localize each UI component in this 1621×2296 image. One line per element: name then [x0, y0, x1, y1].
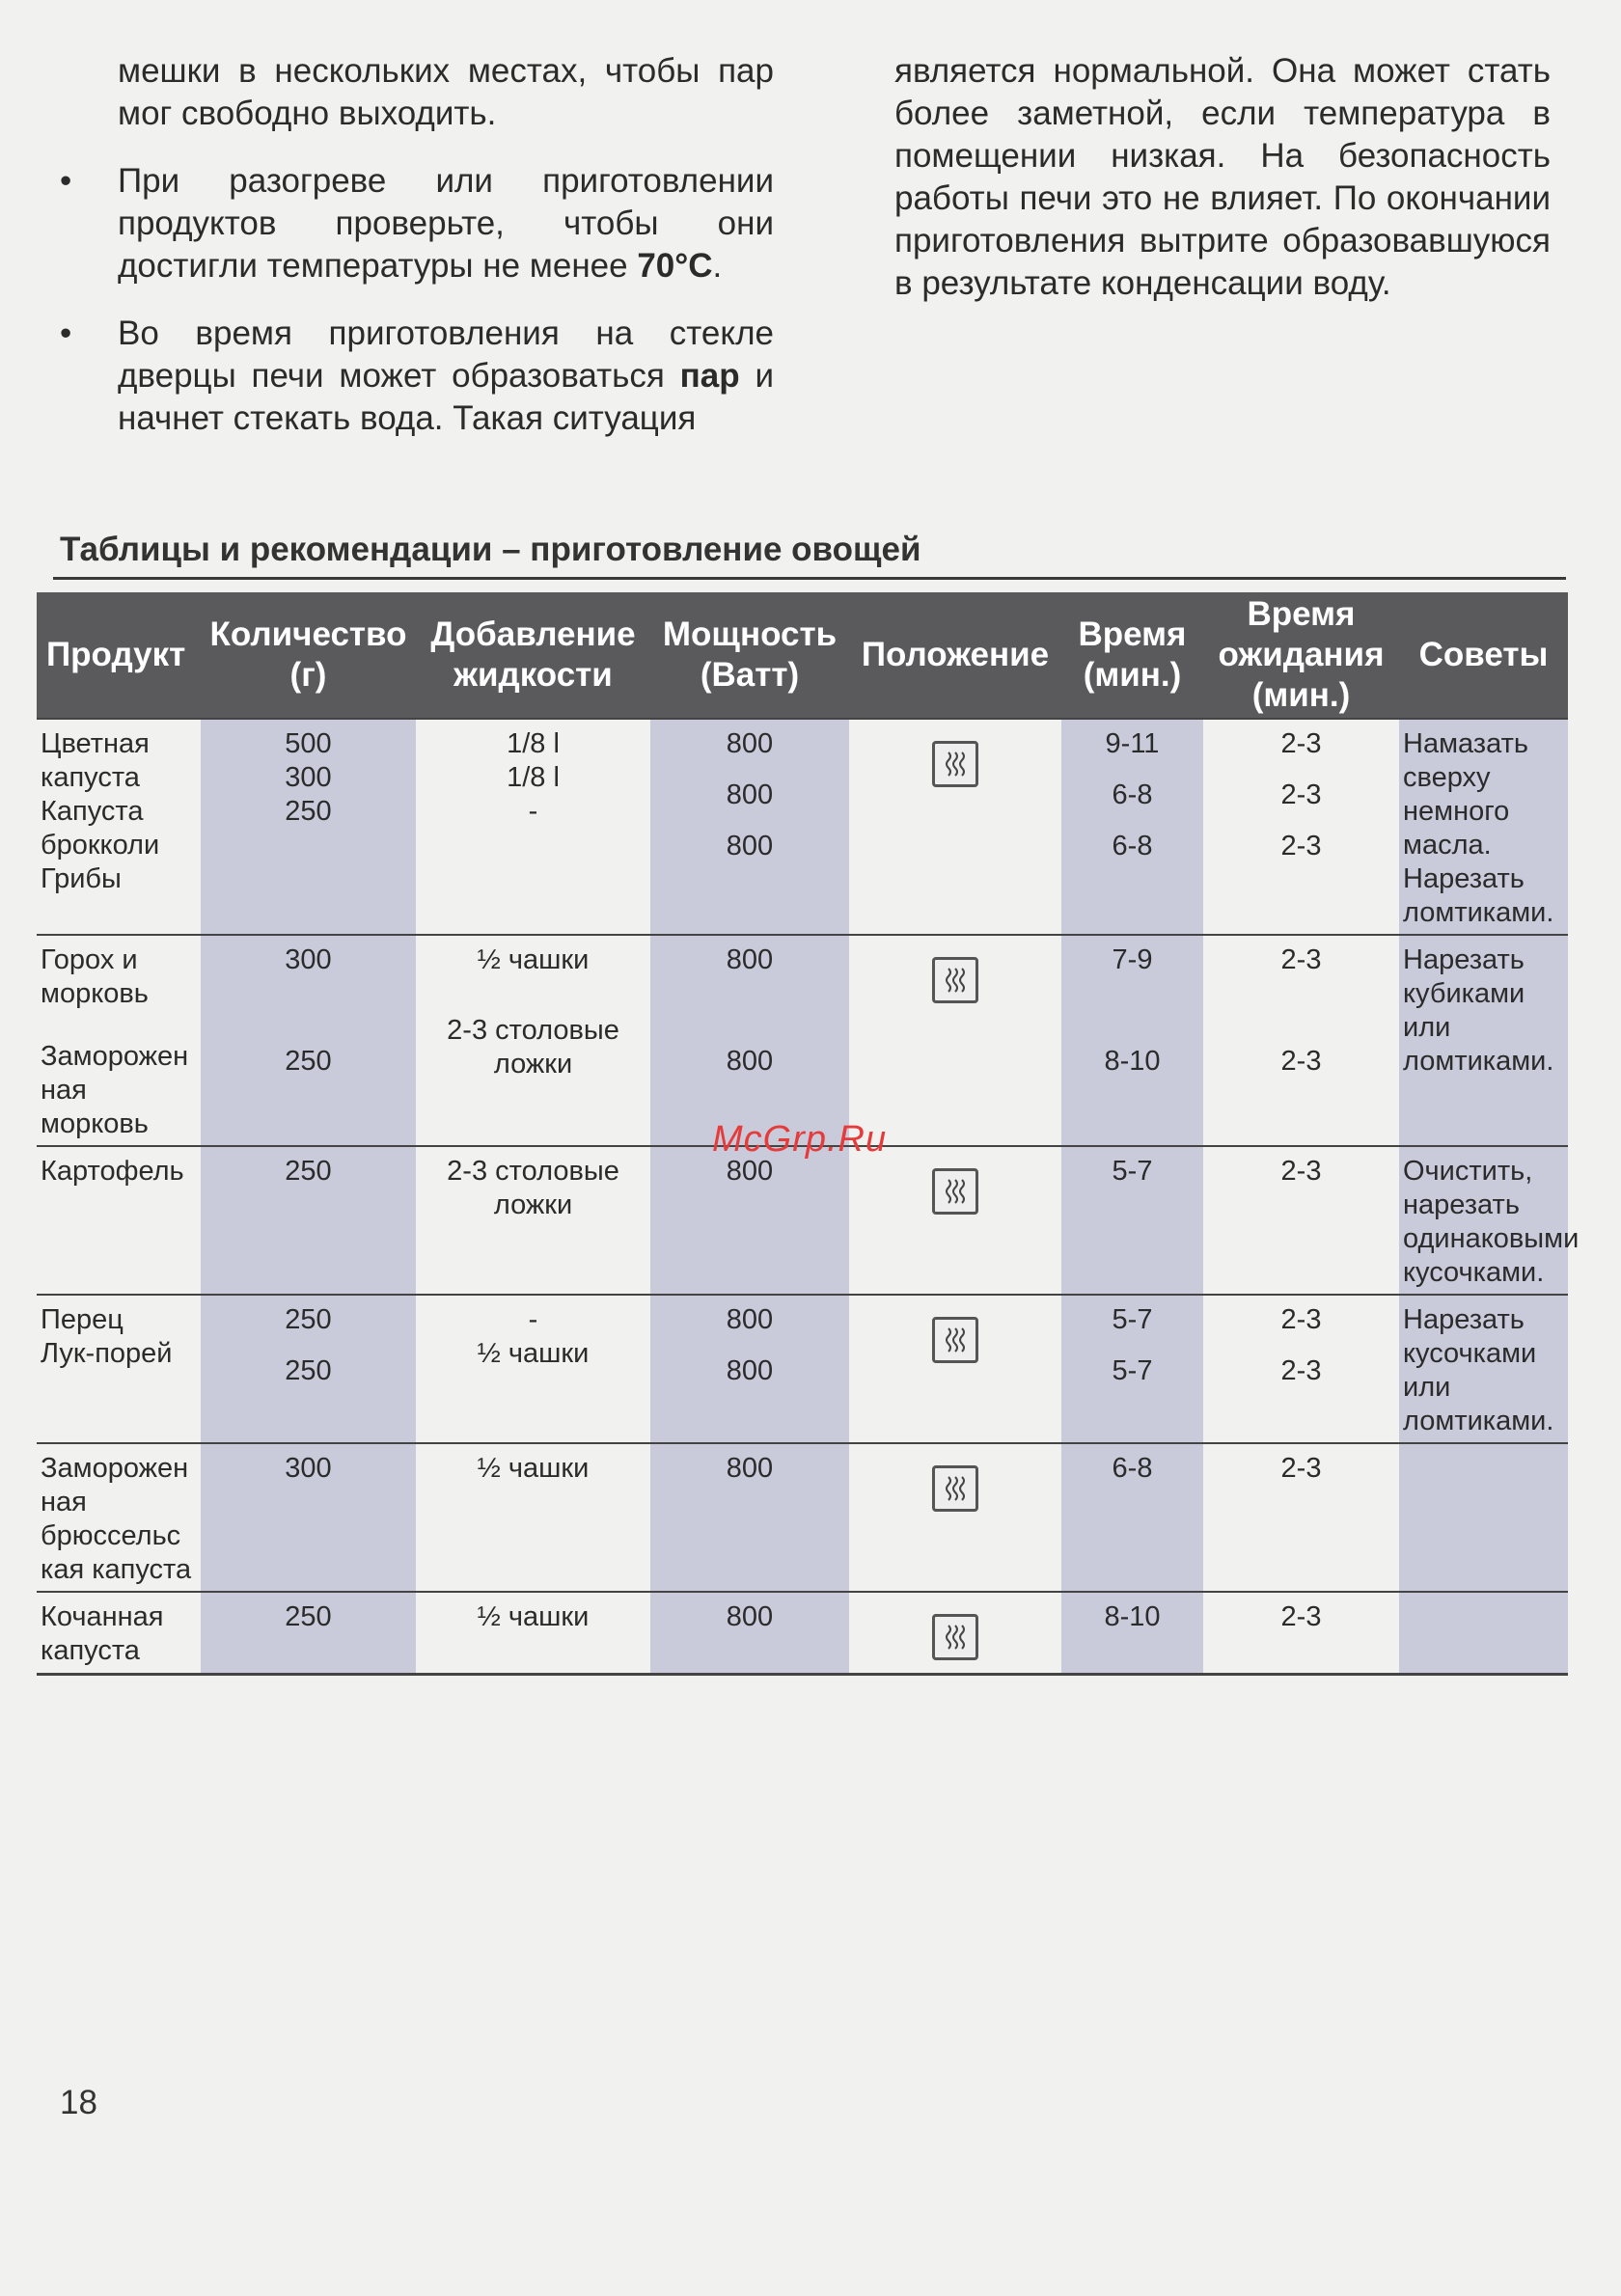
cell-position — [849, 719, 1061, 935]
microwave-icon — [932, 1317, 978, 1363]
cell-wait: 2-3 — [1203, 1592, 1399, 1675]
page-number: 18 — [60, 2084, 97, 2121]
cell-quantity: 250 — [201, 1146, 416, 1295]
cell-position — [849, 1146, 1061, 1295]
section-title: Таблицы и рекомендации – приготовление овощей — [60, 531, 921, 568]
bullet-steam: • Во время приготовления на стекле дверцы печи может образоваться пар и начнет стекать вода. Такая ситуация — [60, 314, 775, 437]
cell-tips: Нарезать кубиками или ломтиками. — [1399, 935, 1568, 1146]
right-text-column — [894, 50, 1551, 305]
cell-tips: Очистить, нарезать одинаковыми кусочками. — [1399, 1146, 1568, 1295]
cell-liquid: 2-3 столовые ложки — [416, 1146, 650, 1295]
bullet-temperature: • При разогреве или приготовлении продуктов проверьте, чтобы они достигли температуры не менее 70°C. — [60, 162, 774, 285]
header-tips: Советы — [1399, 592, 1568, 719]
cell-quantity: 250 250 — [201, 1295, 416, 1443]
cell-quantity: 300 — [201, 1443, 416, 1592]
cell-time: 5-7 5-7 — [1061, 1295, 1203, 1443]
cell-power: 800 800 — [650, 1295, 849, 1443]
cell-wait: 2-3 2-3 — [1203, 935, 1399, 1146]
microwave-icon — [932, 957, 978, 1003]
intro-paragraph: мешки в нескольких местах, чтобы пар мог свободно выходить. — [118, 52, 774, 132]
microwave-icon — [932, 1168, 978, 1215]
cell-position — [849, 1592, 1061, 1675]
header-position: Положение — [849, 592, 1061, 719]
watermark: McGrp.Ru — [712, 1119, 888, 1160]
cell-liquid: 1/8 l 1/8 l - — [416, 719, 650, 935]
cell-liquid: ½ чашки 2-3 столовые ложки — [416, 935, 650, 1146]
cell-power: 800 — [650, 1146, 849, 1295]
cell-wait: 2-3 2-3 — [1203, 1295, 1399, 1443]
title-underline — [53, 577, 1566, 580]
table-row — [37, 1592, 1568, 1675]
header-power: Мощность (Ватт) — [650, 592, 849, 719]
cell-product: Цветная капуста Капуста брокколи Грибы — [37, 719, 201, 935]
cell-time: 8-10 — [1061, 1592, 1203, 1675]
table-row — [37, 1146, 1568, 1295]
cell-liquid: - ½ чашки — [416, 1295, 650, 1443]
cell-wait: 2-3 2-3 2-3 — [1203, 719, 1399, 935]
cell-wait: 2-3 — [1203, 1146, 1399, 1295]
header-wait: Время ожидания (мин.) — [1203, 592, 1399, 719]
header-time: Время (мин.) — [1061, 592, 1203, 719]
cell-quantity: 300 250 — [201, 935, 416, 1146]
cell-liquid: ½ чашки — [416, 1592, 650, 1675]
cell-time: 5-7 — [1061, 1146, 1203, 1295]
header-quantity: Количество (г) — [201, 592, 416, 719]
cell-wait: 2-3 — [1203, 1443, 1399, 1592]
table-row — [37, 1295, 1568, 1443]
table-header-row — [37, 592, 1568, 719]
microwave-icon — [932, 741, 978, 787]
bullet-dot: • — [60, 162, 72, 200]
cell-quantity: 250 — [201, 1592, 416, 1675]
cell-tips: Намазать сверху немного масла. Нарезать ломтиками. — [1399, 719, 1568, 935]
cell-tips — [1399, 1443, 1568, 1592]
table-row — [37, 719, 1568, 935]
table-row — [37, 935, 1568, 1146]
cell-power: 800 — [650, 1443, 849, 1592]
cell-power: 800 800 800 — [650, 719, 849, 935]
cell-position — [849, 935, 1061, 1146]
cell-product: Заморожен ная брюссельс кая капуста — [37, 1443, 201, 1592]
cell-tips: Нарезать кусочками или ломтиками. — [1399, 1295, 1568, 1443]
left-text-column — [60, 50, 775, 440]
cell-time: 9-11 6-8 6-8 — [1061, 719, 1203, 935]
cell-time: 7-9 8-10 — [1061, 935, 1203, 1146]
cell-product: Кочанная капуста — [37, 1592, 201, 1675]
cell-product: Перец Лук-порей — [37, 1295, 201, 1443]
cell-quantity: 500 300 250 — [201, 719, 416, 935]
cell-power: 800 — [650, 1592, 849, 1675]
microwave-icon — [932, 1465, 978, 1512]
cell-tips — [1399, 1592, 1568, 1675]
bullet-dot: • — [60, 314, 72, 352]
microwave-icon — [932, 1614, 978, 1660]
cell-liquid: ½ чашки — [416, 1443, 650, 1592]
header-liquid: Добавление жидкости — [416, 592, 650, 719]
cell-time: 6-8 — [1061, 1443, 1203, 1592]
cell-product: Картофель — [37, 1146, 201, 1295]
cell-position — [849, 1443, 1061, 1592]
cell-power: 800 800 — [650, 935, 849, 1146]
right-paragraph: является нормальной. Она может стать более заметной, если температура в помещении низкая. На безопасность работы печи это не влияет. По окончании приготовления вытрите образовавшуюся в результате конденсации воду. — [894, 52, 1551, 302]
table-row — [37, 1443, 1568, 1592]
cell-product: Горох и морковь Заморожен ная морковь — [37, 935, 201, 1146]
cell-position — [849, 1295, 1061, 1443]
header-product: Продукт — [37, 592, 201, 719]
